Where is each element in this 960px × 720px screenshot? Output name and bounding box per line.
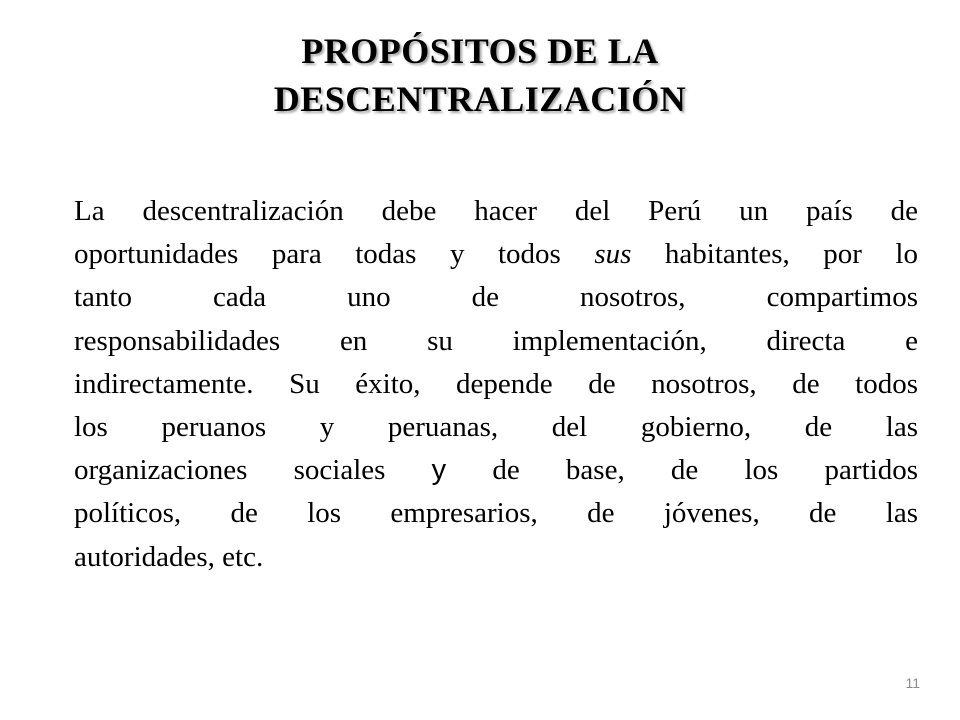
body-line-2-italic: sus (594, 238, 632, 271)
body-paragraph (74, 190, 918, 579)
body-line-7-a: organizaciones sociales (74, 454, 432, 487)
body-line-7-y: y (431, 454, 447, 487)
body-line-7-c: de base, de los partidos (446, 454, 918, 487)
body-line-5: indirectamente. Su éxito, depende de nosotros, de todos (74, 367, 918, 400)
page-number: 11 (905, 675, 920, 691)
title-line-2: DESCENTRALIZACIÓN (273, 79, 687, 119)
body-line-8: políticos, de los empresarios, de jóvenes, de las (74, 497, 918, 530)
title-line-1: PROPÓSITOS DE LA (301, 31, 659, 71)
body-line-6: los peruanos y peruanas, del gobierno, de las (74, 411, 918, 444)
body-line-2 (74, 233, 918, 276)
body-line-2-c: habitantes, por lo (631, 238, 918, 271)
body-line-4: responsabilidades en su implementación, directa e (74, 324, 918, 357)
body-line-7 (74, 449, 918, 492)
body-line-3: tanto cada uno de nosotros, compartimos (74, 281, 918, 314)
slide-title (150, 27, 810, 123)
body-line-9: autoridades, etc. (74, 540, 264, 573)
body-line-2-a: oportunidades para todas y todos (74, 238, 595, 271)
body-line-1: La descentralización debe hacer del Perú un país de (74, 195, 918, 227)
